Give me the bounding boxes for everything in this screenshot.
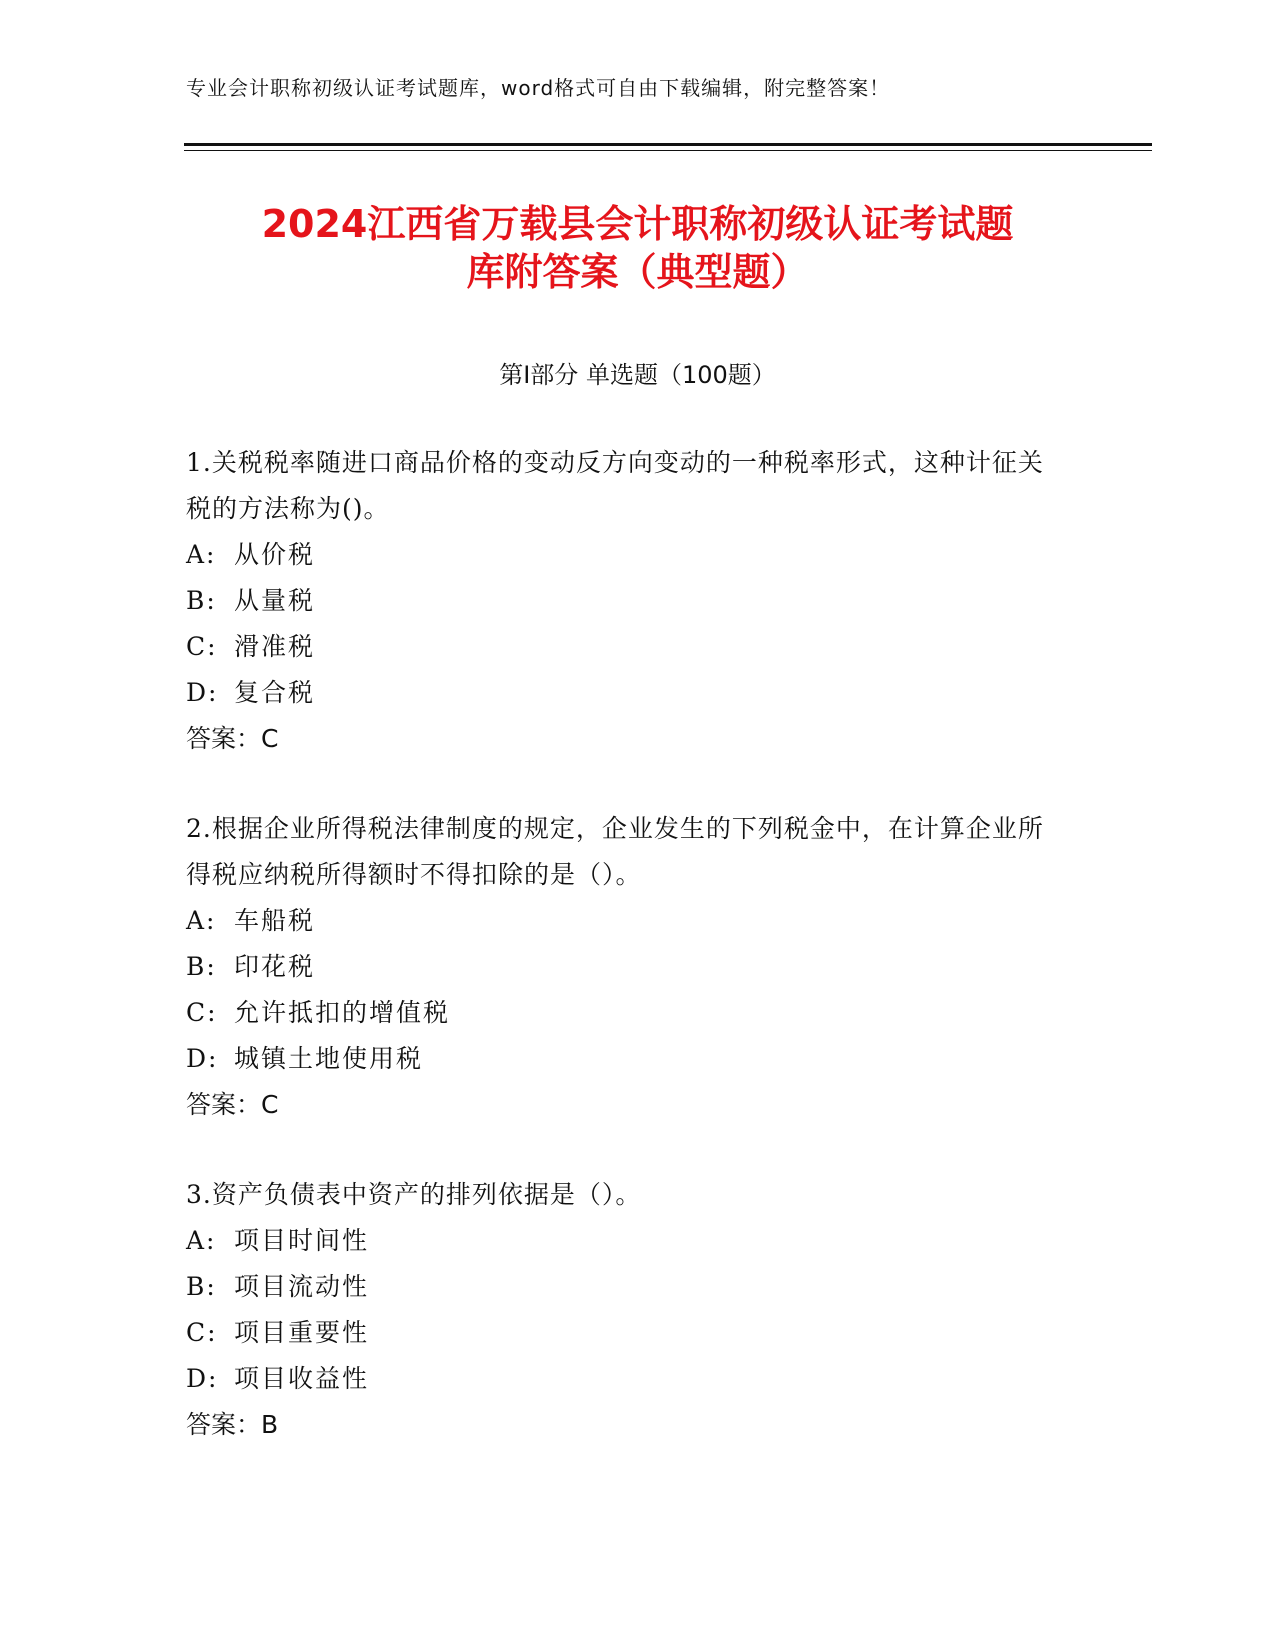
option-text: 从价税: [234, 540, 316, 569]
option-letter: A:: [186, 1226, 217, 1255]
answer-label: 答案：: [186, 1090, 262, 1119]
option-letter: A:: [186, 540, 217, 569]
option-letter: D:: [186, 1044, 219, 1073]
question-1: [186, 440, 1066, 762]
option-text: 车船税: [234, 906, 316, 935]
option-c: [186, 1310, 1066, 1356]
question-list: [186, 440, 1066, 1492]
option-text: 项目流动性: [234, 1272, 370, 1301]
answer-label: 答案：: [186, 724, 262, 753]
option-letter: C:: [186, 1318, 218, 1347]
answer-value: C: [261, 1090, 279, 1119]
question-text: 2.根据企业所得税法律制度的规定，企业发生的下列税金中，在计算企业所得税应纳税所得额时不得扣除的是（）。: [186, 814, 1044, 889]
option-text: 滑准税: [234, 632, 316, 661]
option-d: [186, 1356, 1066, 1402]
answer-line: [186, 1402, 1066, 1448]
option-letter: C:: [186, 632, 218, 661]
question-text: 3.资产负债表中资产的排列依据是（）。: [186, 1180, 642, 1209]
answer-line: [186, 1082, 1066, 1128]
option-c: [186, 990, 1066, 1036]
header-rule-thick: [184, 143, 1152, 146]
option-text: 复合税: [234, 678, 316, 707]
option-d: [186, 670, 1066, 716]
document-title: [130, 200, 1145, 296]
option-d: [186, 1036, 1066, 1082]
option-letter: B:: [186, 1272, 217, 1301]
option-letter: D:: [186, 678, 219, 707]
option-letter: D:: [186, 1364, 219, 1393]
option-text: 从量税: [234, 586, 316, 615]
header-note: 专业会计职称初级认证考试题库，word格式可自由下载编辑，附完整答案！: [186, 76, 891, 100]
title-line-2: 库附答案（典型题）: [466, 250, 809, 294]
answer-label: 答案：: [186, 1410, 262, 1439]
answer-value: C: [261, 724, 279, 753]
answer-value: B: [261, 1410, 279, 1439]
option-letter: B:: [186, 586, 217, 615]
option-text: 项目重要性: [234, 1318, 370, 1347]
section-heading: 第Ⅰ部分 单选题（100题）: [499, 361, 776, 389]
option-letter: C:: [186, 998, 218, 1027]
option-letter: A:: [186, 906, 217, 935]
option-letter: B:: [186, 952, 217, 981]
question-2: [186, 806, 1066, 1128]
question-3: [186, 1172, 1066, 1448]
option-b: [186, 1264, 1066, 1310]
option-text: 城镇土地使用税: [234, 1044, 424, 1073]
option-b: [186, 578, 1066, 624]
option-a: [186, 1218, 1066, 1264]
option-text: 项目收益性: [234, 1364, 370, 1393]
option-text: 印花税: [234, 952, 316, 981]
title-line-1: 2024江西省万载县会计职称初级认证考试题: [261, 202, 1014, 246]
option-a: [186, 898, 1066, 944]
option-b: [186, 944, 1066, 990]
answer-line: [186, 716, 1066, 762]
option-c: [186, 624, 1066, 670]
question-text: 1.关税税率随进口商品价格的变动反方向变动的一种税率形式，这种计征关税的方法称为()。: [186, 448, 1044, 523]
header-rule-thin: [184, 150, 1152, 151]
option-text: 项目时间性: [234, 1226, 370, 1255]
option-a: [186, 532, 1066, 578]
option-text: 允许抵扣的增值税: [234, 998, 451, 1027]
